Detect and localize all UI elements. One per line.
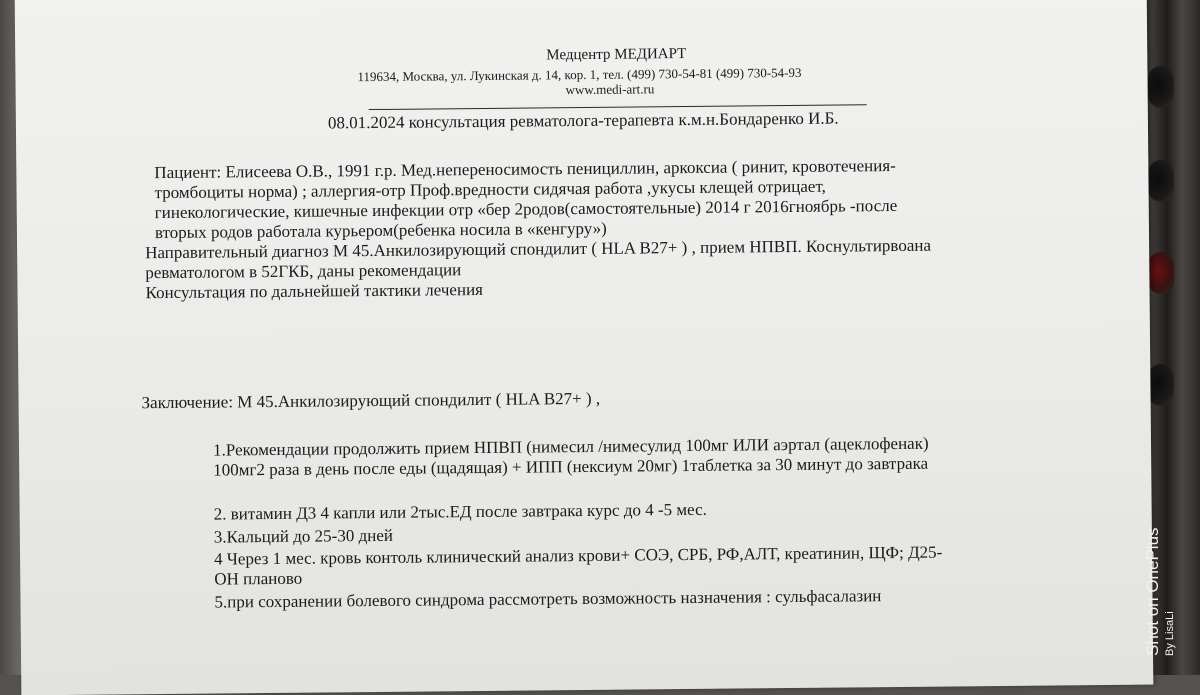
watermark-author: By LisaLi [1164,611,1176,656]
recommendation-line: 3.Кальций до 25-30 дней [213,525,394,547]
recommendation-line: 5.при сохранении болевого синдрома рассмотреть возможность назначения : сульфасалазин [214,586,882,612]
camera-watermark [1141,430,1175,660]
patient-line: тромбоциты норма) ; аллергия-отр Проф.вредности сидячая работа ,укусы клещей отрицает, [154,176,826,203]
recommendation-line: 100мг2 раза в день после еды (щадящая) + ИПП (нексиум 20мг) 1таблетка за 30 минут до завтрака [213,453,929,480]
watermark-brand: Shot on OnePlus [1143,527,1162,656]
patient-line: гинекологические, кишечные инфекции отр «бер 2родов(самостоятельные) 2014 г 2016гноябрь -после [154,195,898,223]
clinic-name: Медцентр МЕДИАРТ [546,46,687,64]
referral-diagnosis-line: ревматологом в 52ГКБ, даны рекомендации [145,260,462,283]
consultation-title: 08.01.2024 консультация ревматолога-терапевта к.м.н.Бондаренко И.Б. [327,108,839,133]
recommendation-line: ОН планово [214,568,303,589]
binder-hole [1148,252,1174,294]
recommendation-line: 1.Рекомендации продолжить прием НПВП (нимесил /нимесулид 100мг ИЛИ аэртал (ацеклофенак) [212,433,929,460]
clinic-address: 119634, Москва, ул. Лукинская д. 14, кор. 1, тел. (499) 730-54-81 (499) 730-54-93 [357,64,802,85]
recommendation-line: 2. витамин Д3 4 капли или 2тыс.ЕД после завтрака курс до 4 -5 мес. [213,499,707,524]
document-sheet [15,0,1154,695]
referral-diagnosis-line: Направительный диагноз М 45.Анкилозирующий спондилит ( HLA B27+ ) , прием НПВП. Коснультирвоана [145,235,932,263]
recommendation-line: 4 Через 1 мес. кровь контоль клинический анализ крови+ СОЭ, СРБ, РФ,АЛТ, креатинин, ЩФ; Д25- [213,542,943,569]
consultation-purpose: Консультация по дальнейшей тактики лечения [145,279,484,303]
binder-hole [1148,160,1174,202]
patient-line: Пациент: Елисеева О.В., 1991 г.р. Мед.непереносимость пенициллин, аркоксиа ( ринит, кровотечения- [154,155,896,183]
clinic-website: www.medi-art.ru [565,81,655,98]
binder-hole [1148,364,1174,406]
conclusion: Заключение: М 45.Анкилозирующий спондилит ( HLA B27+ ) , [141,388,601,413]
patient-line: вторых родов работала курьером(ребенка носила в «кенгуру») [154,218,607,243]
binder-hole [1148,66,1174,108]
